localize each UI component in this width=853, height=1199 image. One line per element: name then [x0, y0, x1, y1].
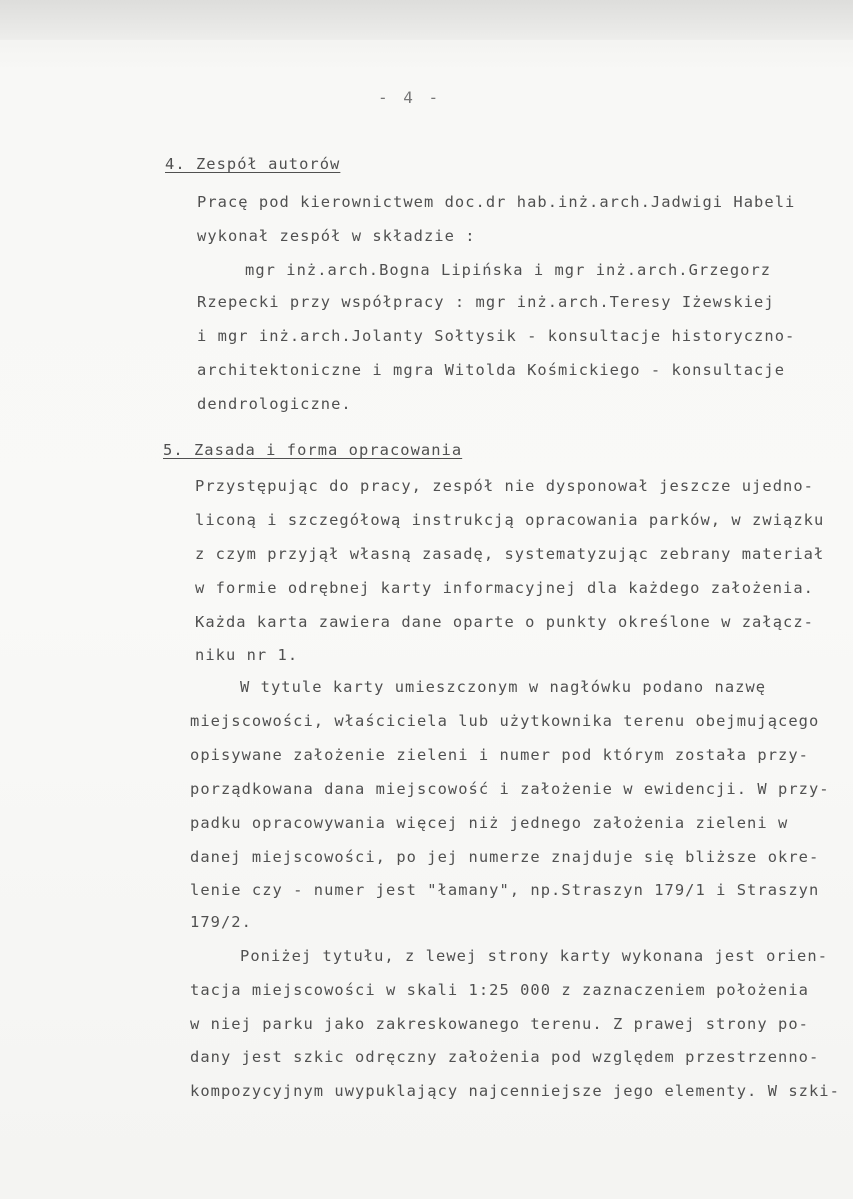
- paragraph-line: wykonał zespół w składzie :: [197, 227, 476, 245]
- paragraph-line: mgr inż.arch.Bogna Lipińska i mgr inż.arch.Grzegorz: [245, 261, 772, 279]
- paragraph-line: padku opracowywania więcej niż jednego założenia zieleni w: [190, 814, 789, 832]
- paragraph-line: i mgr inż.arch.Jolanty Sołtysik - konsultacje historyczno-: [197, 327, 796, 345]
- paragraph-line: Każda karta zawiera dane oparte o punkty określone w załącz-: [195, 613, 814, 631]
- paragraph-line: w formie odrębnej karty informacyjnej dla każdego założenia.: [195, 579, 814, 597]
- paragraph-line: opisywane założenie zieleni i numer pod którym została przy-: [190, 746, 809, 764]
- paragraph-line: porządkowana dana miejscowość i założenie w ewidencji. W przy-: [190, 780, 830, 798]
- paragraph-line: architektoniczne i mgra Witolda Kośmickiego - konsultacje: [197, 361, 786, 379]
- paragraph-line: miejscowości, właściciela lub użytkownika terenu obejmującego: [190, 712, 820, 730]
- paragraph-line: 179/2.: [190, 913, 252, 931]
- paragraph-line: lenie czy - numer jest "łamany", np.Straszyn 179/1 i Straszyn: [190, 881, 820, 899]
- section-4-heading: 4. Zespół autorów: [165, 155, 341, 173]
- paragraph-line: tacja miejscowości w skali 1:25 000 z zaznaczeniem położenia: [190, 981, 809, 999]
- paragraph-line: danej miejscowości, po jej numerze znajduje się bliższe okre-: [190, 848, 820, 866]
- paragraph-line: z czym przyjął własną zasadę, systematyzując zebrany materiał: [195, 545, 825, 563]
- paragraph-line: Rzepecki przy współpracy : mgr inż.arch.Teresy Iżewskiej: [197, 293, 775, 311]
- section-5-heading: 5. Zasada i forma opracowania: [163, 441, 463, 459]
- paragraph-line: kompozycyjnym uwypuklający najcenniejsze jego elementy. W szki-: [190, 1082, 840, 1100]
- page-number: - 4 -: [378, 88, 442, 107]
- paragraph-line: w niej parku jako zakreskowanego terenu. Z prawej strony po-: [190, 1015, 809, 1033]
- paragraph-line: Pracę pod kierownictwem doc.dr hab.inż.arch.Jadwigi Habeli: [197, 193, 796, 211]
- paragraph-line: Przystępując do pracy, zespół nie dysponował jeszcze ujedno-: [195, 477, 814, 495]
- paragraph-line: W tytule karty umieszczonym w nagłówku podano nazwę: [240, 678, 767, 696]
- paragraph-line: Poniżej tytułu, z lewej strony karty wykonana jest orien-: [240, 947, 829, 965]
- paragraph-line: dendrologiczne.: [197, 395, 352, 413]
- paragraph-line: liconą i szczegółową instrukcją opracowania parków, w związku: [195, 511, 825, 529]
- paragraph-line: dany jest szkic odręczny założenia pod względem przestrzenno-: [190, 1048, 820, 1066]
- scan-top-shadow: [0, 0, 853, 40]
- paragraph-line: niku nr 1.: [195, 646, 299, 664]
